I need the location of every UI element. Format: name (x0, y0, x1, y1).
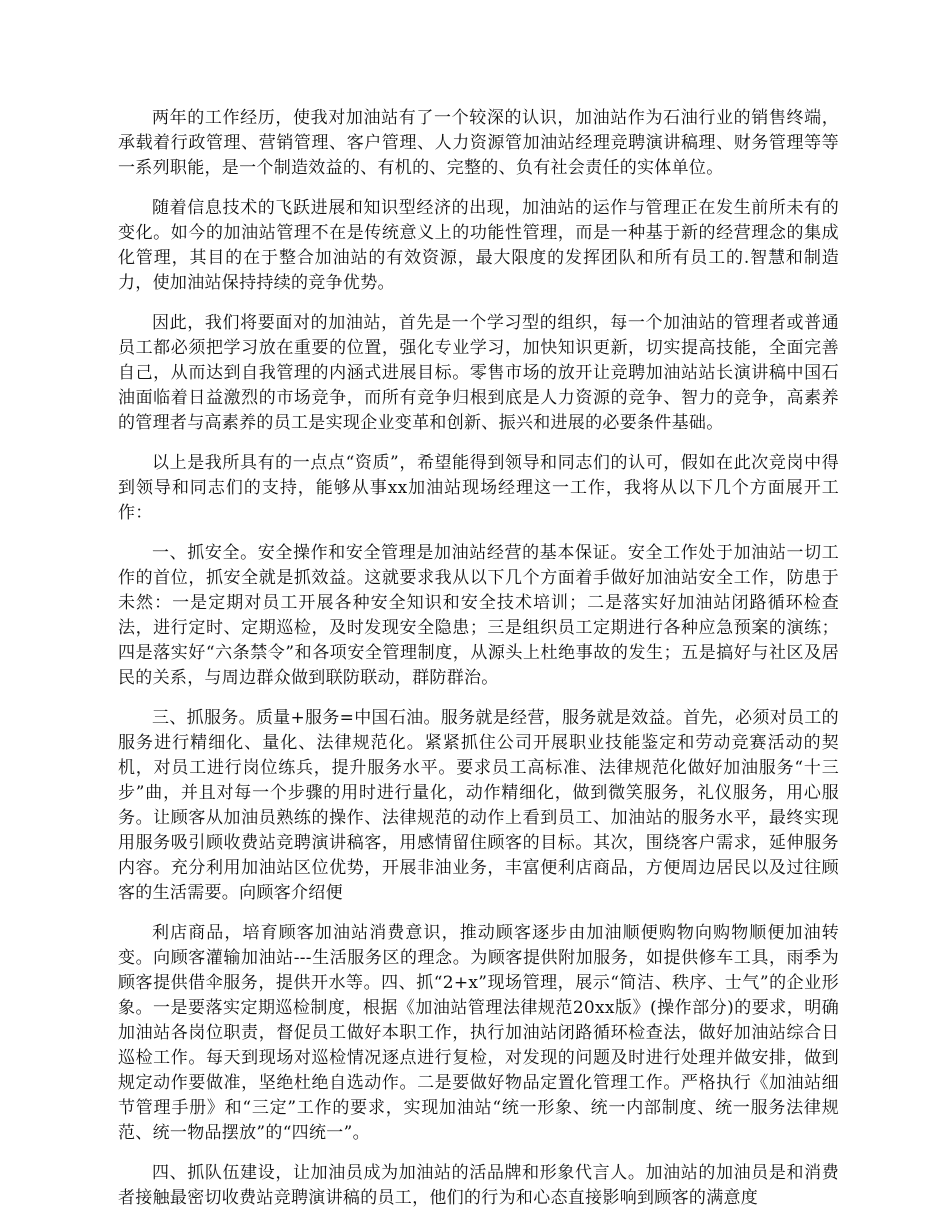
paragraph: 利店商品，培育顾客加油站消费意识，推动顾客逐步由加油顺便购物向购物顺便加油转变。向顾客灌输加油站---生活服务区的理念。为顾客提供附加服务，如提供修车工具，雨季为顾客提供借伞服务，提供开水等。四、抓“2+x”现场管理，展示“简洁、秩序、士气”的企业形象。一是要落实定期巡检制度，根据《加油站管理法律规范20xx版》(操作部分)的要求，明确加油站各岗位职责，督促员工做好本职工作，执行加油站闭路循环检查法，做好加油站综合日巡检工作。每天到现场对巡检情况逐点进行复检，对发现的问题及时进行处理并做安排，做到规定动作要做准，坚绝杜绝自选动作。二是要做好物品定置化管理工作。严格执行《加油站细节管理手册》和“三定”工作的要求，实现加油站“统一形象、统一内部制度、统一服务法律规范、统一物品摆放”的“四统一”。 (118, 923, 839, 1143)
paragraph: 以上是我所具有的一点点“资质”，希望能得到领导和同志们的认可，假如在此次竞岗中得到领导和同志们的支持，能够从事xx加油站现场经理这一工作，我将从以下几个方面展开工作： (118, 453, 839, 523)
document-body (118, 106, 839, 1226)
paragraph: 四、抓队伍建设，让加油员成为加油站的活品牌和形象代言人。加油站的加油员是和消费者接触最密切收费站竞聘演讲稿的员工，他们的行为和心态直接影响到顾客的满意度 (118, 1163, 839, 1208)
paragraph: 三、抓服务。质量+服务=中国石油。服务就是经营，服务就是效益。首先，必须对员工的服务进行精细化、量化、法律规范化。紧紧抓住公司开展职业技能鉴定和劳动竞赛活动的契机，对员工进行岗位练兵，提升服务水平。要求员工高标准、法律规范化做好加油服务“十三步”曲，并且对每一个步骤的用时进行量化，动作精细化，做到微笑服务，礼仪服务，用心服务。让顾客从加油员熟练的操作、法律规范的动作上看到员工、加油站的服务水平，最终实现用服务吸引顾收费站竞聘演讲稿客，用感情留住顾客的目标。其次，围绕客户需求，延伸服务内容。充分利用加油站区位优势，开展非油业务，丰富便利店商品，方便周边居民以及过往顾客的生活需要。向顾客介绍便 (118, 708, 839, 903)
paragraph: 随着信息技术的飞跃进展和知识型经济的出现，加油站的运作与管理正在发生前所未有的变化。如今的加油站管理不在是传统意义上的功能性管理，而是一种基于新的经营理念的集成化管理，其目的在于整合加油站的有效资源，最大限度的发挥团队和所有员工的.智慧和制造力，使加油站保持持续的竞争优势。 (118, 198, 839, 293)
paragraph: 一、抓安全。安全操作和安全管理是加油站经营的基本保证。安全工作处于加油站一切工作的首位，抓安全就是抓效益。这就要求我从以下几个方面着手做好加油站安全工作，防患于未然：一是定期对员工开展各种安全知识和安全技术培训；二是落实好加油站闭路循环检查法，进行定时、定期巡检，及时发现安全隐患；三是组织员工定期进行各种应急预案的演练；四是落实好“六条禁令”和各项安全管理制度，从源头上杜绝事故的发生；五是搞好与社区及居民的关系，与周边群众做到联防联动，群防群治。 (118, 543, 839, 688)
paragraph: 两年的工作经历，使我对加油站有了一个较深的认识，加油站作为石油行业的销售终端，承载着行政管理、营销管理、客户管理、人力资源管加油站经理竞聘演讲稿理、财务管理等等一系列职能，是一个制造效益的、有机的、完整的、负有社会责任的实体单位。 (118, 108, 839, 178)
paragraph: 因此，我们将要面对的加油站，首先是一个学习型的组织，每一个加油站的管理者或普通员工都必须把学习放在重要的位置，强化专业学习，加快知识更新，切实提高技能，全面完善自己，从而达到自我管理的内涵式进展目标。零售市场的放开让竞聘加油站站长演讲稿中国石油面临着日益激烈的市场竞争，而所有竞争归根到底是人力资源的竞争、智力的竞争，高素养的管理者与高素养的员工是实现企业变革和创新、振兴和进展的必要条件基础。 (118, 313, 839, 433)
